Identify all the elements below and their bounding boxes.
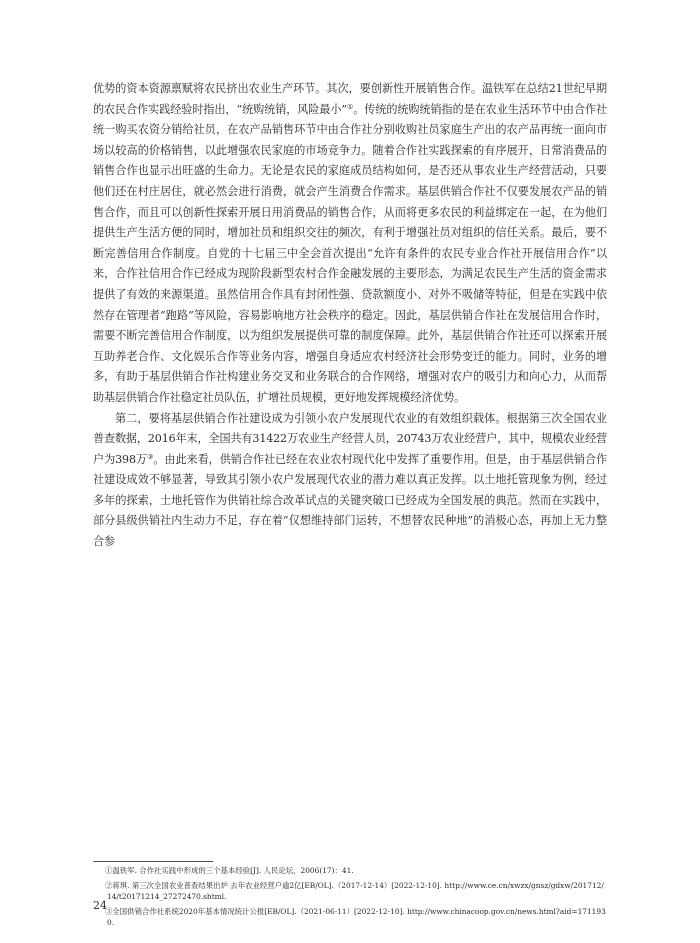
footnote: ①温铁军. 合作社实践中形成的三个基本经验[J]. 人民论坛，2006(17)：41. xyxy=(105,866,354,875)
paragraph-text: 第二，要将基层供销合作社建设成为引领小农户发展现代农业的有效组织载体。根据第三次全国农业普查数据，2016年末，全国共有31422万农业生产经营人员，20743万农业经营户，其中，规模农业经营户为398万 xyxy=(93,411,607,466)
paragraph-text: 优势的资本资源禀赋将农民挤出农业生产环节。其次，要创新性开展销售合作。温铁军在总结21世纪早期的农民合作实践经验时指出，“统购统销，风险最小” xyxy=(93,82,607,116)
footnotes xyxy=(93,865,607,932)
footnote: ③全国供销合作社系统2020年基本情况统计公报[EB/OL].（2021-06-11）[2022-12-10]. http://www.chinacoop.gov.cn/news.html?aid=1711930. xyxy=(105,906,606,927)
footnote-divider xyxy=(93,861,213,862)
paragraph xyxy=(93,409,607,553)
paragraph-text: 。传统的统购统销指的是在农业生活环节中由合作社统一购买农资分销给社员，在农产品销售环节中由合作社分别收购社员家庭生产出的农产品再统一面向市场以较高的价格销售，以此增强农民家庭的市场竞争力。随着合作社实践探索的有序展开，日常消费品的销售合作也显示出旺盛的生命力。无论是农民的家庭成员结构如何，是否还从事农业生产经营活动，只要他们还在村庄居住，就必然会进行消费，就会产生消费合作需求。基层供销合作社不仅要发展农产品的销售合作，而且可以创新性探索开展日用消费品的销售合作，从而将更多农民的利益绑定在一起，在为他们提供生产生活方便的同时，增加社员和组织交往的频次，有利于增强社员对组织的信任关系。最后，要不断完善信用合作制度。自党的十七届三中全会首次提出“允许有条件的农民专业合作社开展信用合作”以来，合作社信用合作已经成为现阶段新型农村合作金融发展的主要形态，为满足农民生产生活的资金需求提供了有效的来源渠道。虽然信用合作具有封闭性强、贷款额度小、对外不吸储等特征，但是在实践中依然存在管理者“跑路”等风险，容易影响地方社会秩序的稳定。因此，基层供销合作社在发展信用合作时，需要不断完善信用合作制度，以为组织发展提供可靠的制度保障。此外，基层供销合作社还可以探索开展互助养老合作、文化娱乐合作等业务内容，增强自身适应农村经济社会形势变迁的能力。同时，业务的增多，有助于基层供销合作社构建业务交叉和业务联合的合作网络，增强对农户的吸引力和向心力，从而帮助基层供销合作社稳定社员队伍，扩增社员规模，更好地发挥规模经济优势。 xyxy=(93,102,607,404)
paragraph-text: 。由此来看，供销合作社已经在农业农村现代化中发挥了重要作用。但是，由于基层供销合作社建设成效不够显著，导致其引领小农户发展现代农业的潜力难以真正发挥。以土地托管现象为例，经过多年的探索，土地托管作为供销社综合改革试点的关键突破口已经成为全国发展的典范。然而在实践中，部分县级供销社内生动力不足，存在着“仅想维持部门运转，不想替农民种地”的消极心态，再加上无力整合参 xyxy=(93,452,607,549)
footnote-ref[interactable]: ① xyxy=(346,102,354,111)
footnote: ②蒋琪. 第三次全国农业普查结果出炉 去年农业经营户逾2亿[EB/OL].（2017-12-14）[2022-12-10]. http://www.ce.cn/xwzx/gnsz/gdxw/201712/14/t20171214_27272470.shtml. xyxy=(105,880,604,901)
paragraph xyxy=(93,79,607,409)
body-text xyxy=(93,79,607,553)
page-number: 24 xyxy=(93,899,107,912)
footnote-ref[interactable]: ③ xyxy=(147,452,154,461)
